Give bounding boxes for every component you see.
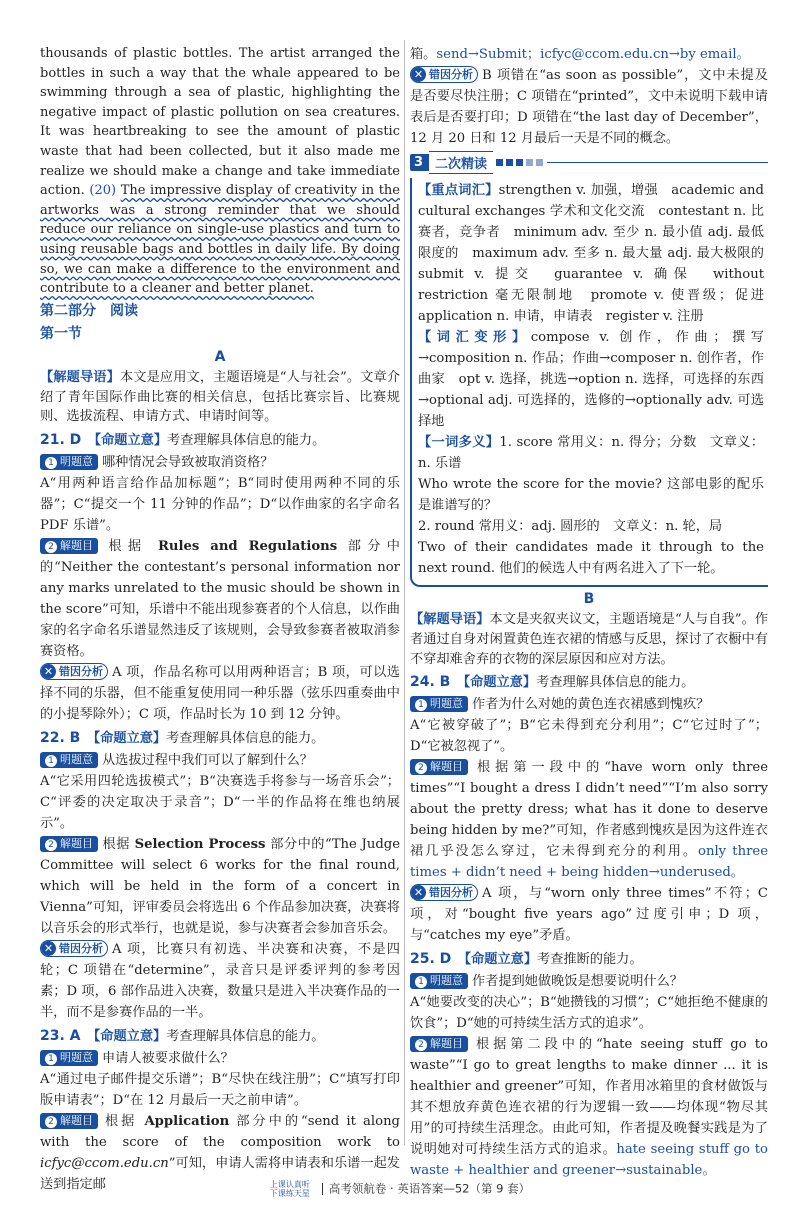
x-icon: ✕ [411, 67, 426, 82]
column-divider [404, 40, 405, 1145]
left-column [40, 44, 400, 1196]
q23-options: A“通过电子邮件提交乐谱”；B“尽快在线注册”；C“填写打印版申请表”；D“在 12 月最后一天之前申请”。 [40, 1072, 400, 1109]
badge-solve: 2 解题目 [40, 1113, 98, 1129]
passage-b-letter: B [583, 591, 595, 607]
error-analysis-badge: ✕ 错因分析 [40, 940, 108, 957]
error-analysis-badge: ✕ 错因分析 [410, 66, 478, 83]
essay-paragraph [40, 44, 400, 299]
q21-options: A“用两种语言给作品加标题”；B“同时使用两种不同的乐器”；C“提交一个 11 分钟的作品”；D“以作曲家的名字命名 PDF 乐谱”。 [40, 476, 400, 534]
question-24: 24. B 【命题立意】考查理解具体信息的能力。 1 明题意 作者为什么对她的黄色连衣裙感到愧疚？ A“它被穿破了”；B“它未得到充分利用”；C“它过时了”；D“它被忽视了”。 2 解题目 根据第一段中的“have worn only three times”“I bought a dress I didn’t need”“I’m also sorry about the pretty dress; what has it done to deserve being hidden by me?”可知，作者感到愧疚是因为这件连衣裙几乎没怎么穿过，它未得到充分的利用。only three times + didn’t need + being hidden→underused。 ✕ 错因分析 A 项，与“worn only three times”不符；C 项，对“bought five years ago”过度引申；D 项，与“catches my eye”矛盾。 [410, 674, 769, 944]
badge-solve: 2 解题目 [410, 759, 468, 775]
x-icon: ✕ [41, 941, 56, 956]
vocab-box: 【重点词汇】strengthen v. 加强，增强 academic and cultural exchanges 学术和文化交流 contestant n. 比赛者，竞争者 minimum adv. 至少 n. 最小值 adj. 最低限度的 maximum adv. 至多 n. 最大量 adj. 最大极限的 submit v. 提交 guarantee v. 确保 without restriction 毫无限制地 promote v. 使晋级；促进 application n. 申请，申请表 register v. 注册 【词汇变形】compose v. 创作，作曲；撰写→composition n. 作品；作曲→composer n. 创作者，作曲家 opt v. 选择，挑选→option n. 选择，可选择的东西→optional adj. 可选择的，选修的→optionally adv. 可选择地 【一词多义】1. score 常用义：n. 得分；分数 文章义：n. 乐谱 Who wrote the score for the movie? 这部电影的配乐是谁谱写的？ 2. round 常用义：adj. 圆形的 文章义：n. 轮，局 Two of their candidates made it through to the next round. 他们的候选人中有两名进入了下一轮。 [410, 178, 768, 587]
passage-b-guide: 【解题导语】本文是夹叙夹议文，主题语境是“人与自我”。作者通过自身对闲置黄色连衣裙的情感与反思，探讨了衣橱中有不穿却难舍弃的衣物的深层原因和应对方法。 [410, 612, 769, 667]
q24-options: A“它被穿破了”；B“它未得到充分利用”；C“它过时了”；D“它被忽视了”。 [410, 718, 768, 755]
q21-answer: 21. D [40, 432, 82, 449]
badge-solve: 2 解题目 [40, 538, 98, 554]
question-23: 23. A 【命题立意】考查理解具体信息的能力。 1 明题意 申请人被要求做什么？ A“通过电子邮件提交乐谱”；B“尽快在线注册”；C“填写打印版申请表”；D“在 12 月最后一天之前申请”。 2 解题目 根据 Application 部分中的“send it along with the score of the composition work to icfyc@ccom.edu.cn”可知，申请人需将申请表和乐谱一起发送到指定邮 [40, 1028, 401, 1193]
badge-understand: 1 明题意 [410, 696, 468, 712]
badge-solve: 2 解题目 [40, 836, 98, 852]
publisher-logo: 上课认真听 下课练天星 [269, 1180, 310, 1198]
part2-title: 第二部分 阅读 [40, 302, 138, 319]
badge-solve: 2 解题目 [410, 1036, 468, 1052]
q25-options: A“她要改变的决心”；B“她攒钱的习惯”；C“她拒绝不健康的饮食”；D“她的可持续生活方式的追求”。 [410, 995, 768, 1032]
q22-answer: 22. B [40, 730, 81, 747]
essay-underlined: The impressive display of creativity in the artworks was a strong reminder that we should reduce our reliance on single-use plastics and turn to using reusable bags and bottles in daily life. By doing so, we can make a difference to the environment and contribute to a cleaner and better planet. [40, 183, 400, 297]
passage-a-letter: A [214, 348, 226, 365]
second-reading-header: 3 二次精读 [410, 151, 768, 174]
q23-continued: 箱。send→Submit；icfyc@ccom.edu.cn→by email。 [410, 47, 750, 62]
error-analysis-badge: ✕ 错因分析 [410, 884, 478, 901]
right-column: 箱。send→Submit；icfyc@ccom.edu.cn→by email。 ✕ 错因分析 B 项错在“as soon as possible”，文中未提及是否要尽快注册；C 项错在“printed”，文中未说明下载申请表后是否要打印；D 项错在“the last day of December”，12 月 20 日和 12 月最后一天是不同的概念。 3 二次精读 【重点词汇】strengthen v. 加强，增强 academic and cultural exchanges 学术和文化交流 contestant n. 比赛者，竞争者 minimum adv. 至少 n. 最小值 adj. 最低限度的 maximum adv. 至多 n. 最大量 adj. 最大极限的 submit v. 提交 guarantee v. 确保 without restriction 毫无限制地 promote v. 使晋级；促进 application n. 申请，申请表 register v. 注册 【词汇变形】compose v. 创作，作曲；撰写→composition n. 作品；作曲→composer n. 创作者，作曲家 opt v. 选择，挑选→option n. 选择，可选择的东西→optional adj. 可选择的，选修的→optionally adv. 可选择地 【一词多义】1. score 常用义：n. 得分；分数 文章义：n. 乐谱 Who wrote the score for the movie? 这部电影的配乐是谁谱写的？ 2. round 常用义：adj. 圆形的 文章义：n. 轮，局 Two of their candidates made it through to the next round. 他们的候选人中有两名进入了下一轮。 B 【解题导语】本文是夹叙夹议文，主题语境是“人与自我”。作者通过自身对闲置黄色连衣裙的情感与反思，探讨了衣橱中有不穿却难舍弃的衣物的深层原因和应对方法。 24. B 【命题立意】考查理解具体信息的能力。 1 明题意 作者为什么对她的黄色连衣裙感到愧疚？ A“它被穿破了”；B“它未得到充分利用”；C“它过时了”；D“它被忽视了”。 2 解题目 根据第一段中的“have worn only three times”“I bought a dress I didn’t need”“I’m also sorry about the pretty dress; what has it done to deserve being hidden by me?”可知，作者感到愧疚是因为这件连衣裙几乎没怎么穿过，它未得到充分的利用。only three times + didn’t need + being hidden→underused。 ✕ 错因分析 A 项，与“worn only three times”不符；C 项，对“bought five years ago”过度引申；D 项，与“catches my eye”矛盾。 25. D 【命题立意】考查推断的能力。 1 明题意 作者提到她做晚饭是想要说明什么？ A“她要改变的决心”；B“她攒钱的习惯”；C“她拒绝不健康的饮食”；D“她的可持续生活方式的追求”。 2 解题目 根据第二段中的“hate seeing stuff go to waste”“I go to great lengths to make dinner ... it is healthier and greener”可知，作者用冰箱里的食材做饭与其不想放弃黄色连衣裙的行为逻辑一致——均体现“物尽其用”的可持续生活理念。由此可知，作者提及晚餐实践是为了说明她对可持续生活方式的追求。hate seeing stuff go to waste + healthier and greener→sustainable。 [410, 44, 768, 1182]
question-25: 25. D 【命题立意】考查推断的能力。 1 明题意 作者提到她做晚饭是想要说明什么？ A“她要改变的决心”；B“她攒钱的习惯”；C“她拒绝不健康的饮食”；D“她的可持续生活方式的追求”。 2 解题目 根据第二段中的“hate seeing stuff go to waste”“I go to great lengths to make dinner ... it is healthier and greener”可知，作者用冰箱里的食材做饭与其不想放弃黄色连衣裙的行为逻辑一致——均体现“物尽其用”的可持续生活理念。由此可知，作者提及晚餐实践是为了说明她对可持续生活方式的追求。hate seeing stuff go to waste + healthier and greener→sustainable。 [410, 951, 769, 1179]
q23-answer: 23. A [40, 1028, 81, 1045]
essay-text: thousands of plastic bottles. The artist arranged the bottles in such a way that the whale appeared to be swimming through a sea of plastic, highlighting the negative impact of plastic pollution on sea creatures. It was heartbreaking to see the amount of plastic waste that had been collected, but it also made me realize we should make a change and take immediate action. [40, 46, 400, 199]
passage-a-guide: 【解题导语】本文是应用文，主题语境是“人与社会”。文章介绍了青年国际作曲比赛的相关信息，包括比赛宗旨、比赛规则、选拔流程、申请方式、申请时间等。 [40, 369, 401, 425]
error-analysis-badge: ✕ 错因分析 [40, 663, 108, 680]
badge-understand: 1 明题意 [40, 752, 98, 768]
x-icon: ✕ [41, 664, 56, 679]
page-footer [0, 1180, 800, 1198]
badge-understand: 1 明题意 [410, 973, 468, 989]
badge-understand: 1 明题意 [40, 1050, 98, 1066]
badge-understand: 1 明题意 [40, 454, 98, 470]
q22-options: A“它采用四轮选拔模式”；B“决赛选手将参与一场音乐会”；C“评委的决定取决于录音”；D“一半的作品将在维也纳展示”。 [40, 774, 400, 832]
q25-answer: 25. D [410, 951, 452, 968]
q24-answer: 24. B [410, 674, 451, 691]
section1-title: 第一节 [40, 325, 82, 342]
footer-text: 高考领航卷 · 英语答案—52（第 9 套） [328, 1181, 531, 1196]
question-22: 22. B 【命题立意】考查理解具体信息的能力。 1 明题意 从选拔过程中我们可以了解到什么？ A“它采用四轮选拔模式”；B“决赛选手将参与一场音乐会”；C“评委的决定取决于录音”；D“一半的作品将在维也纳展示”。 2 解题目 根据 Selection Process 部分中的“The Judge Committee will select 6 works for the final round, which will be held in the form of a concert in Vienna”可知，评审委员会将选出 6 个作品参加决赛，决赛将以音乐会的形式举行，也就是说，参与决赛者会参加音乐会。 ✕ 错因分析 A 项，比赛只有初选、半决赛和决赛，不是四轮；C 项错在“determine”，录音只是评委评判的参考因素；D 项，6 部作品进入决赛，数量只是进入半决赛作品的一半，而不是参赛作品的一半。 [40, 730, 401, 1021]
x-icon: ✕ [411, 885, 426, 900]
question-21: 21. D 【命题立意】考查理解具体信息的能力。 1 明题意 哪种情况会导致被取消资格？ A“用两种语言给作品加标题”；B“同时使用两种不同的乐器”；C“提交一个 11 分钟的作品”；D“以作曲家的名字命名 PDF 乐谱”。 2 解题目 根据 Rules and Regulations 部分中的“Neither the contestant’s personal information nor any marks unrelated to the music should be shown in the score”可知，乐谱中不能出现参赛者的个人信息，以作曲家的名字命名乐谱显然违反了该规则，会导致参赛者被取消参赛资格。 ✕ 错因分析 A 项，作品名称可以用两种语言；B 项，可以选择不同的乐器，但不能重复使用同一种乐器（弦乐四重奏曲中的小提琴除外）；C 项，作品时长为 10 到 12 分钟。 [40, 432, 400, 723]
essay-marker: (20) [89, 183, 117, 199]
